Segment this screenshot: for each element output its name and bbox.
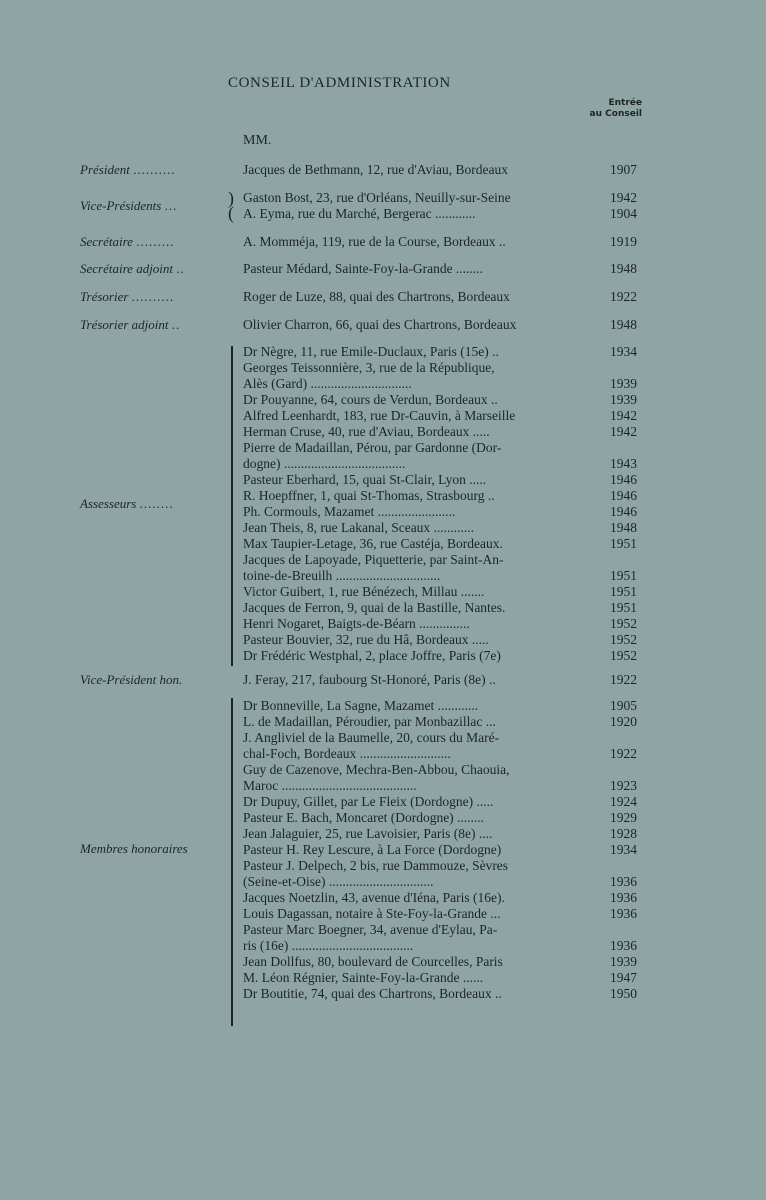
- member-entry: Olivier Charron, 66, quai des Chartrons, Bordeaux: [243, 317, 517, 332]
- entry-year: 1934: [610, 842, 637, 857]
- member-entry: J. Angliviel de la Baumelle, 20, cours du Maré-: [243, 730, 500, 745]
- role-president: [80, 162, 176, 178]
- entry-year: 1922: [610, 746, 637, 761]
- entry-year: 1951: [610, 600, 637, 615]
- member-entry: Jacques Noetzlin, 43, avenue d'Iéna, Paris (16e).: [243, 890, 505, 905]
- entry-year: 1952: [610, 616, 637, 631]
- member-entry: Pasteur Eberhard, 15, quai St-Clair, Lyon .....: [243, 472, 487, 487]
- member-entry: Dr Dupuy, Gillet, par Le Fleix (Dordogne) .....: [243, 794, 494, 809]
- member-entry: Henri Nogaret, Baigts-de-Béarn ...............: [243, 616, 470, 631]
- member-entry: Dr Boutitie, 74, quai des Chartrons, Bordeaux ..: [243, 986, 502, 1001]
- entry-year: 1922: [610, 289, 637, 304]
- entry-year: 1939: [610, 376, 637, 391]
- member-entry: Roger de Luze, 88, quai des Chartrons, Bordeaux: [243, 289, 510, 304]
- member-entry: ris (16e) ....................................: [243, 938, 414, 953]
- brace-vice-presidents-bottom: (: [228, 203, 234, 223]
- entry-year: 1936: [610, 906, 637, 921]
- member-entry: A. Momméja, 119, rue de la Course, Bordeaux ..: [243, 234, 506, 249]
- member-entry: Jean Jalaguier, 25, rue Lavoisier, Paris (8e) ....: [243, 826, 493, 841]
- member-entry: Jean Dollfus, 80, boulevard de Courcelles, Paris: [243, 954, 503, 969]
- brace-assesseurs: [231, 346, 233, 666]
- entry-year: 1951: [610, 584, 637, 599]
- role-leader: ..........: [131, 289, 175, 304]
- member-entry: Dr Nègre, 11, rue Emile-Duclaux, Paris (15e) ..: [243, 344, 499, 359]
- entry-year: 1946: [610, 488, 637, 503]
- brace-vice-presidents-top: ): [228, 188, 234, 208]
- member-entry: Alès (Gard) ..............................: [243, 376, 412, 391]
- column-head-line-2: au Conseil: [589, 109, 642, 119]
- member-entry: Pierre de Madaillan, Pérou, par Gardonne (Dor-: [243, 440, 502, 455]
- member-entry: Jean Theis, 8, rue Lakanal, Sceaux ............: [243, 520, 475, 535]
- entry-year: 1947: [610, 970, 637, 985]
- entry-year: 1948: [610, 520, 637, 535]
- role-secretaire-adjoint-label: Secrétaire adjoint: [80, 261, 174, 276]
- member-entry: R. Hoepffner, 1, quai St-Thomas, Strasbourg ..: [243, 488, 495, 503]
- member-entry: Pasteur E. Bach, Moncaret (Dordogne) ........: [243, 810, 485, 825]
- mm-label: MM.: [243, 133, 272, 148]
- entry-year: 1936: [610, 890, 637, 905]
- entry-year: 1923: [610, 778, 637, 793]
- member-entry: Gaston Bost, 23, rue d'Orléans, Neuilly-sur-Seine: [243, 190, 511, 205]
- entry-year: 1951: [610, 568, 637, 583]
- role-tresorier-adjoint-label: Trésorier adjoint: [80, 317, 169, 332]
- member-entry: J. Feray, 217, faubourg St-Honoré, Paris (8e) ..: [243, 672, 496, 687]
- role-secretaire-label: Secrétaire: [80, 234, 133, 249]
- entry-year: 1952: [610, 632, 637, 647]
- member-entry: A. Eyma, rue du Marché, Bergerac ............: [243, 206, 476, 221]
- member-entry: Pasteur Bouvier, 32, rue du Hâ, Bordeaux .....: [243, 632, 489, 647]
- entry-year: 1939: [610, 954, 637, 969]
- role-secretaire-adjoint: [80, 261, 185, 277]
- entry-year: 1904: [610, 206, 637, 221]
- entry-year: 1943: [610, 456, 637, 471]
- entry-year: 1929: [610, 810, 637, 825]
- page-title: CONSEIL D'ADMINISTRATION: [228, 75, 451, 91]
- entry-year: 1907: [610, 162, 637, 177]
- member-entry: Jacques de Lapoyade, Piquetterie, par Saint-An-: [243, 552, 504, 567]
- member-entry: Louis Dagassan, notaire à Ste-Foy-la-Grande ...: [243, 906, 501, 921]
- entry-year: 1924: [610, 794, 637, 809]
- role-leader: ...: [164, 198, 178, 213]
- member-entry: Maroc ........................................: [243, 778, 417, 793]
- member-entry: Max Taupier-Letage, 36, rue Castéja, Bordeaux.: [243, 536, 503, 551]
- role-vice-presidents: [80, 198, 177, 214]
- entry-year: 1939: [610, 392, 637, 407]
- role-leader: ..........: [133, 162, 176, 177]
- entry-year: 1922: [610, 672, 637, 687]
- member-entry: Herman Cruse, 40, rue d'Aviau, Bordeaux .....: [243, 424, 490, 439]
- entry-year: 1936: [610, 938, 637, 953]
- entry-year: 1928: [610, 826, 637, 841]
- entry-year: 1948: [610, 261, 637, 276]
- role-tresorier: [80, 289, 174, 305]
- member-entry: chal-Foch, Bordeaux ...........................: [243, 746, 451, 761]
- member-entry: Alfred Leenhardt, 183, rue Dr-Cauvin, à Marseille: [243, 408, 516, 423]
- member-entry: Pasteur J. Delpech, 2 bis, rue Dammouze, Sèvres: [243, 858, 509, 873]
- member-entry: toine-de-Breuilh ...............................: [243, 568, 441, 583]
- member-entry: Dr Pouyanne, 64, cours de Verdun, Bordeaux ..: [243, 392, 498, 407]
- entry-year: 1905: [610, 698, 637, 713]
- role-secretaire: [80, 234, 174, 250]
- role-leader: ........: [139, 496, 174, 511]
- role-tresorier-adjoint: [80, 317, 180, 333]
- entry-year: 1936: [610, 874, 637, 889]
- member-entry: Guy de Cazenove, Mechra-Ben-Abbou, Chaouia,: [243, 762, 510, 777]
- role-leader: ..: [171, 317, 181, 332]
- column-head-line-1: Entrée: [608, 98, 642, 108]
- column-head: [590, 98, 642, 120]
- entry-year: 1942: [610, 424, 637, 439]
- entry-year: 1942: [610, 408, 637, 423]
- entry-year: 1942: [610, 190, 637, 205]
- role-president-label: Président: [80, 162, 130, 177]
- member-entry: Pasteur Médard, Sainte-Foy-la-Grande ........: [243, 261, 483, 276]
- member-entry: Pasteur Marc Boegner, 34, avenue d'Eylau, Pa-: [243, 922, 498, 937]
- entry-year: 1934: [610, 344, 637, 359]
- member-entry: Jacques de Ferron, 9, quai de la Bastille, Nantes.: [243, 600, 506, 615]
- member-entry: Georges Teissonnière, 3, rue de la République,: [243, 360, 495, 375]
- entry-year: 1948: [610, 317, 637, 332]
- entry-year: 1951: [610, 536, 637, 551]
- member-entry: Dr Bonneville, La Sagne, Mazamet ............: [243, 698, 479, 713]
- entry-year: 1946: [610, 472, 637, 487]
- role-vice-president-hon: Vice-Président hon.: [80, 672, 183, 687]
- brace-membres-honoraires: [231, 698, 233, 1026]
- role-leader: ..: [176, 261, 185, 276]
- member-entry: Victor Guibert, 1, rue Bénézech, Millau .......: [243, 584, 485, 599]
- member-entry: Dr Frédéric Westphal, 2, place Joffre, Paris (7e): [243, 648, 501, 663]
- entry-year: 1920: [610, 714, 637, 729]
- member-entry: Jacques de Bethmann, 12, rue d'Aviau, Bordeaux: [243, 162, 508, 177]
- member-entry: Ph. Cormouls, Mazamet .......................: [243, 504, 456, 519]
- member-entry: Pasteur H. Rey Lescure, à La Force (Dordogne): [243, 842, 502, 857]
- role-assesseurs-label: Assesseurs: [80, 496, 137, 511]
- role-assesseurs: [80, 496, 174, 512]
- entry-year: 1950: [610, 986, 637, 1001]
- role-vice-presidents-label: Vice-Présidents: [80, 198, 162, 213]
- entry-year: 1919: [610, 234, 637, 249]
- role-tresorier-label: Trésorier: [80, 289, 129, 304]
- member-entry: dogne) ....................................: [243, 456, 406, 471]
- role-leader: .........: [136, 234, 175, 249]
- member-entry: L. de Madaillan, Péroudier, par Monbazillac ...: [243, 714, 496, 729]
- member-entry: M. Léon Régnier, Sainte-Foy-la-Grande ......: [243, 970, 484, 985]
- member-entry: (Seine-et-Oise) ...............................: [243, 874, 434, 889]
- role-membres-honoraires: Membres honoraires: [80, 841, 188, 856]
- entry-year: 1946: [610, 504, 637, 519]
- entry-year: 1952: [610, 648, 637, 663]
